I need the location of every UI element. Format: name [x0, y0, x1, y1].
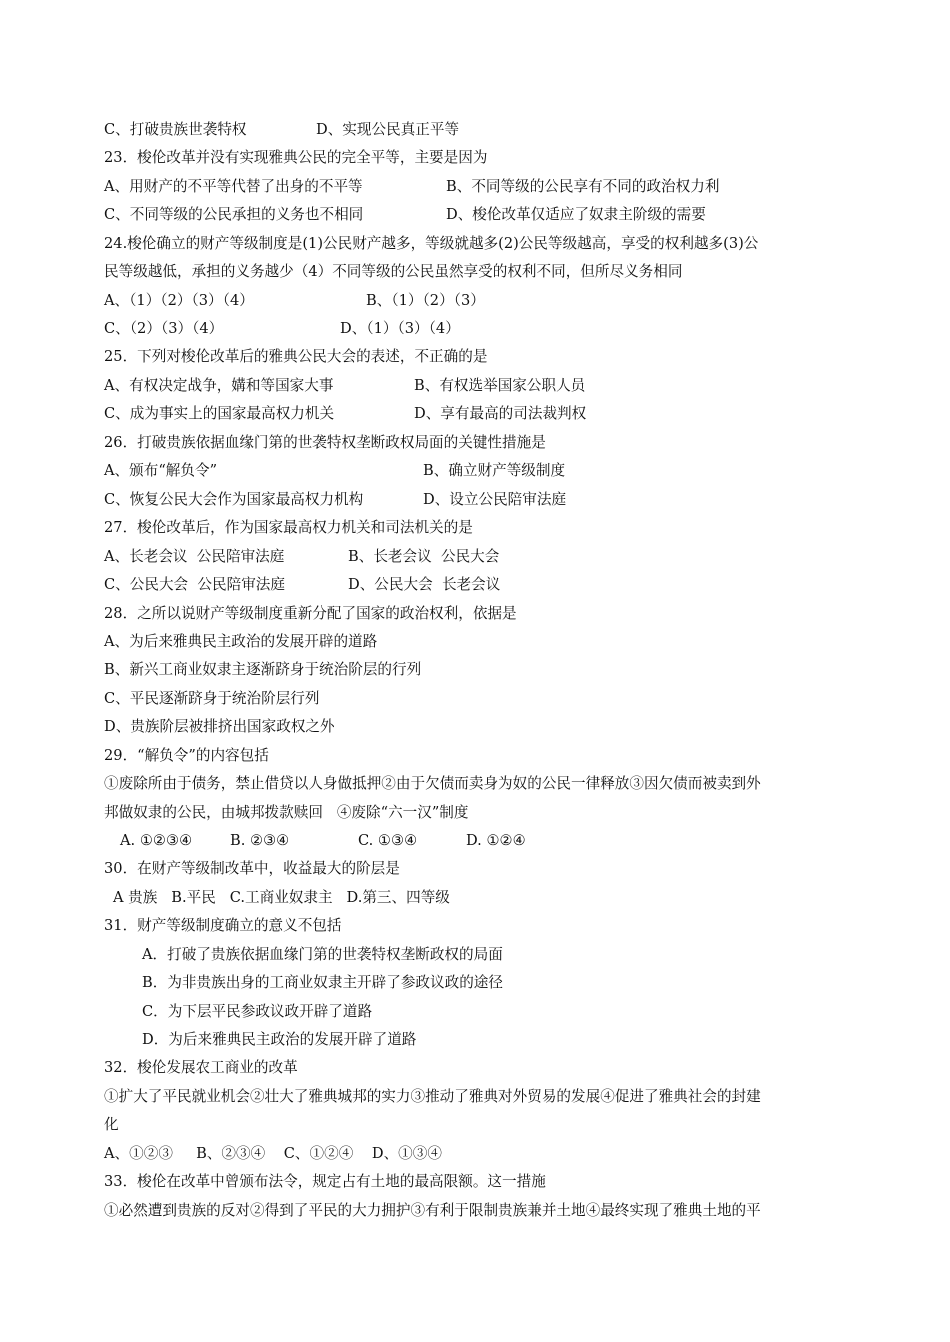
q29-option-c: C. ①③④ — [358, 832, 418, 849]
q32-options: A、①②③ B、②③④ C、①②④ D、①③④ — [104, 1145, 442, 1162]
q28-option-c: C、平民逐渐跻身于统治阶层行列 — [104, 690, 320, 707]
q31-option-b: B．为非贵族出身的工商业奴隶主开辟了参政议政的途径 — [142, 974, 503, 991]
question-24-line2: 民等级越低，承担的义务越少（4）不同等级的公民虽然享受的权利不同，但所尽义务相同 — [104, 263, 683, 280]
q23-option-a: A、用财产的不平等代替了出身的不平等 — [104, 178, 363, 195]
q27-option-d: D、公民大会 长老会议 — [348, 576, 501, 593]
q26-option-a: A、颁布“解负令” — [104, 462, 218, 479]
question-31: 31．财产等级制度确立的意义不包括 — [104, 917, 342, 934]
q26-option-c: C、恢复公民大会作为国家最高权力机构 — [104, 491, 364, 508]
q31-option-a: A．打破了贵族依据血缘门第的世袭特权垄断政权的局面 — [142, 946, 503, 963]
question-29-line1: ①废除所由于债务，禁止借贷以人身做抵押②由于欠债而卖身为奴的公民一律释放③因欠债而被卖到外 — [104, 775, 761, 792]
question-28: 28．之所以说财产等级制度重新分配了国家的政治权利，依据是 — [104, 605, 517, 622]
question-25: 25．下列对梭伦改革后的雅典公民大会的表述，不正确的是 — [104, 348, 488, 365]
question-29: 29．“解负令”的内容包括 — [104, 747, 269, 764]
question-32-line1: ①扩大了平民就业机会②壮大了雅典城邦的实力③推动了雅典对外贸易的发展④促进了雅典社会的封建 — [104, 1088, 761, 1105]
q22-option-c: C、打破贵族世袭特权 — [104, 121, 247, 138]
q29-option-d: D. ①②④ — [466, 832, 526, 849]
question-23: 23．梭伦改革并没有实现雅典公民的完全平等，主要是因为 — [104, 149, 488, 166]
q30-options: A 贵族 B.平民 C.工商业奴隶主 D.第三、四等级 — [113, 889, 450, 906]
q23-option-c: C、不同等级的公民承担的义务也不相同 — [104, 206, 364, 223]
q31-option-c: C．为下层平民参政议政开辟了道路 — [142, 1003, 373, 1020]
q28-option-b: B、新兴工商业奴隶主逐渐跻身于统治阶层的行列 — [104, 661, 422, 678]
q27-option-a: A、长老会议 公民陪审法庭 — [104, 548, 285, 565]
q25-option-c: C、成为事实上的国家最高权力机关 — [104, 405, 335, 422]
q25-option-a: A、有权决定战争，媾和等国家大事 — [104, 377, 334, 394]
q25-option-b: B、有权选举国家公职人员 — [414, 377, 586, 394]
question-26: 26．打破贵族依据血缘门第的世袭特权垄断政权局面的关键性措施是 — [104, 434, 546, 451]
q27-option-c: C、公民大会 公民陪审法庭 — [104, 576, 285, 593]
q26-option-b: B、确立财产等级制度 — [423, 462, 566, 479]
question-30: 30．在财产等级制改革中，收益最大的阶层是 — [104, 860, 400, 877]
question-33: 33．梭伦在改革中曾颁布法令，规定占有土地的最高限额。这一措施 — [104, 1173, 546, 1190]
q25-option-d: D、享有最高的司法裁判权 — [414, 405, 587, 422]
question-33-line1: ①必然遭到贵族的反对②得到了平民的大力拥护③有利于限制贵族兼并土地④最终实现了雅典土地的平 — [104, 1202, 761, 1219]
q23-option-d: D、梭伦改革仅适应了奴隶主阶级的需要 — [446, 206, 706, 223]
q31-option-d: D．为后来雅典民主政治的发展开辟了道路 — [142, 1031, 417, 1048]
q24-option-c: C、（2）（3）（4） — [104, 320, 224, 337]
question-27: 27．梭伦改革后，作为国家最高权力机关和司法机关的是 — [104, 519, 473, 536]
question-32: 32．梭伦发展农工商业的改革 — [104, 1059, 298, 1076]
q28-option-a: A、为后来雅典民主政治的发展开辟的道路 — [104, 633, 378, 650]
q29-option-b: B. ②③④ — [230, 832, 290, 849]
q24-option-d: D、（1）（3）（4） — [340, 320, 460, 337]
q24-option-a: A、（1）（2）（3）（4） — [104, 292, 254, 309]
q26-option-d: D、设立公民陪审法庭 — [423, 491, 567, 508]
question-24-line1: 24.梭伦确立的财产等级制度是(1)公民财产越多，等级就越多(2)公民等级越高，享受的权利越多(3)公 — [104, 235, 759, 252]
q22-option-d: D、实现公民真正平等 — [316, 121, 460, 138]
question-29-line2: 邦做奴隶的公民，由城邦拨款赎回 ④废除“六一汉”制度 — [104, 804, 469, 821]
q24-option-b: B、（1）（2）（3） — [366, 292, 485, 309]
q23-option-b: B、不同等级的公民享有不同的政治权力利 — [446, 178, 720, 195]
q29-option-a: A. ①②③④ — [120, 832, 193, 849]
question-32-line2: 化 — [104, 1116, 119, 1133]
q28-option-d: D、贵族阶层被排挤出国家政权之外 — [104, 718, 335, 735]
q27-option-b: B、长老会议 公民大会 — [348, 548, 500, 565]
